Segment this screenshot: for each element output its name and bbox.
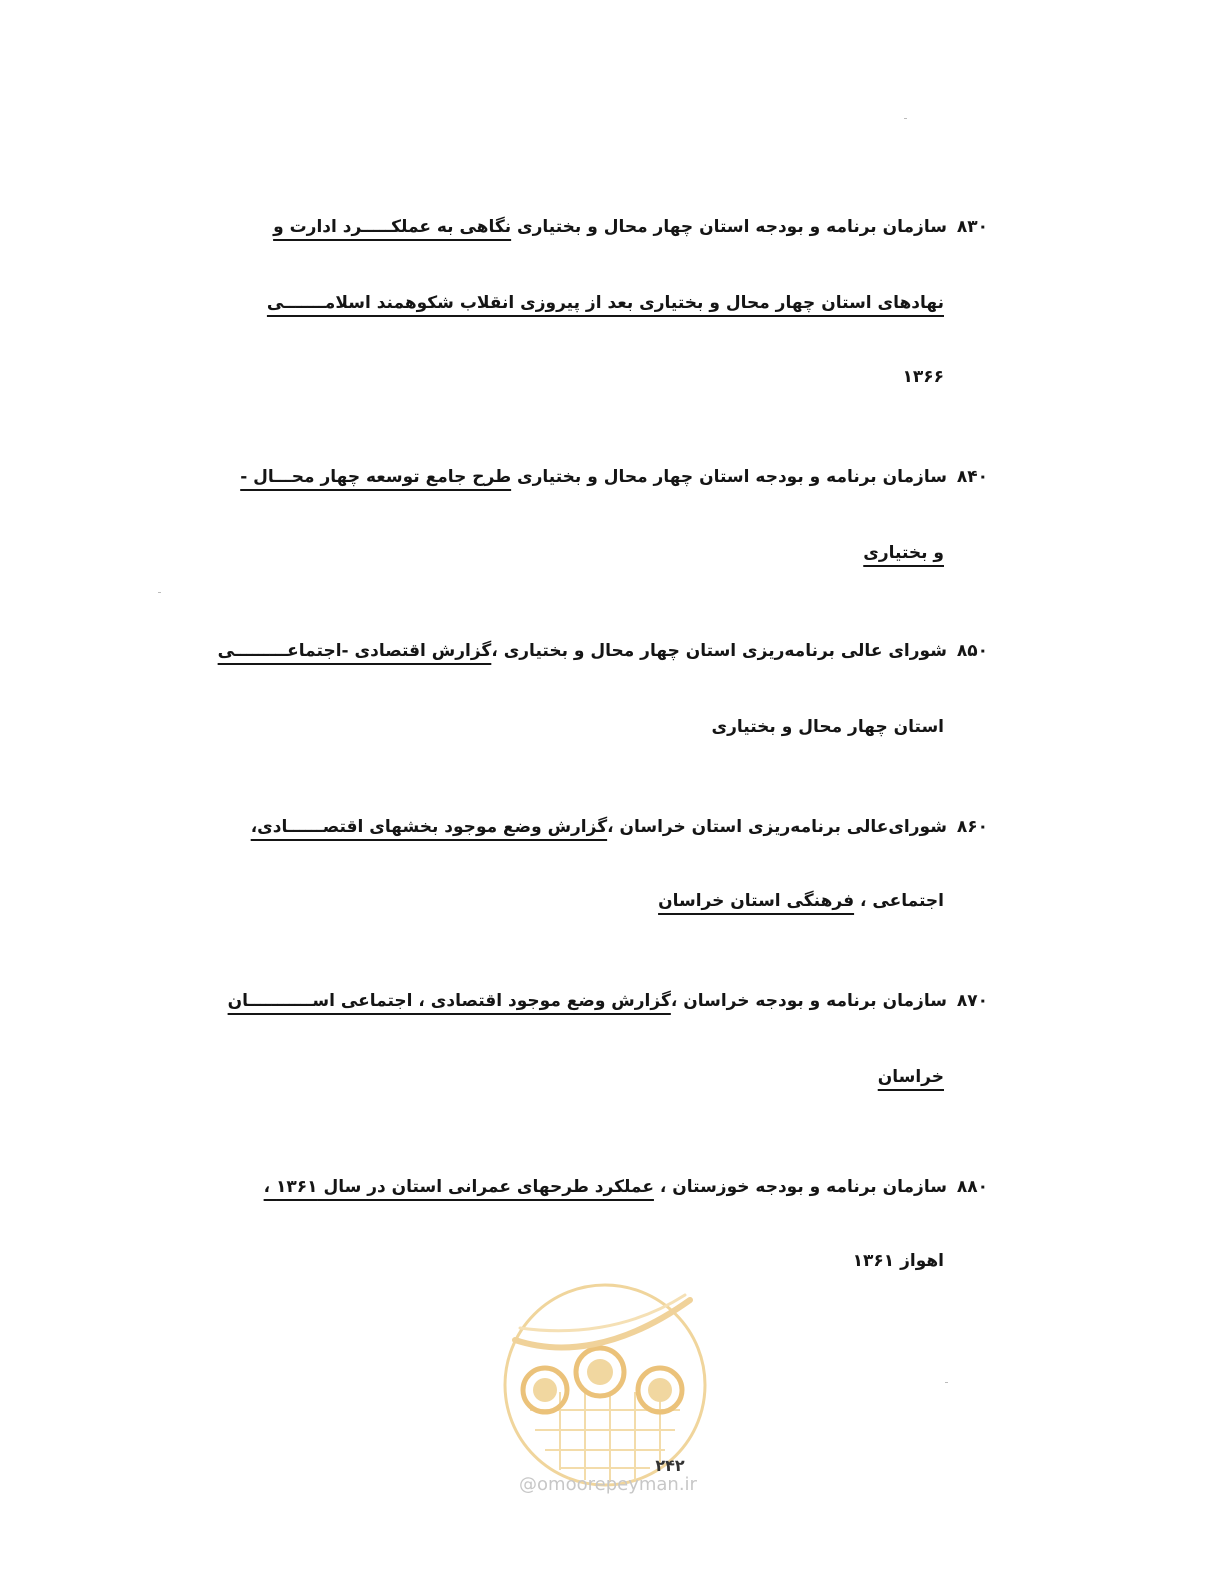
entry-publisher: ۰ سازمان برنامه و بودجه استان چهار محال و بختیاری (511, 467, 988, 487)
entry-title: طرح جامع توسعه چهار محـــال - (240, 467, 512, 487)
entry-number: ۸۴ (956, 467, 978, 487)
entry-publisher: ۰ شورای عالی برنامه‌ریزی استان چهار محال و بختیاری ، (491, 641, 988, 661)
page-number: ۲۴۲ (655, 1456, 685, 1475)
entry-86-line-2 (658, 888, 944, 914)
entry-publisher: ۰ سازمان برنامه و بودجه خوزستان ، (653, 1177, 988, 1197)
entry-number: ۸۶ (956, 817, 978, 837)
entry-83-year (902, 364, 944, 390)
entry-number: ۸۸ (956, 1177, 978, 1197)
entry-88-line-2 (853, 1248, 944, 1274)
scan-speck (945, 1382, 948, 1383)
entry-87-line-1 (228, 988, 988, 1014)
entry-title: عملکرد طرحهای عمرانی استان در سال ۱۳۶۱ ، (263, 1177, 654, 1197)
scan-speck (158, 592, 161, 593)
entry-83-line-2 (267, 290, 944, 316)
entry-number: ۸۵ (956, 641, 978, 661)
entry-number: ۸۳ (956, 217, 978, 237)
entry-85-line-1 (218, 638, 988, 664)
entry-publisher: ۰ سازمان برنامه و بودجه استان چهار محال و بختیاری (511, 217, 988, 237)
entry-title: گزارش وضع موجود اقتصادی ، اجتماعی اســـــــــــان (227, 991, 671, 1011)
entry-title-continued: نهادهای استان چهار محال و بختیاری بعد از پیروزی انقلاب شکوهمند اسلامـــــــی (266, 293, 944, 313)
watermark-url: @omoorepeyman.ir (519, 1474, 697, 1495)
entry-publisher: ۰ شورای‌عالی برنامه‌ریزی استان خراسان ، (607, 817, 988, 837)
entry-publisher: ۰ سازمان برنامه و بودجه خراسان ، (670, 991, 988, 1011)
entry-title: گزارش وضع موجود بخشهای اقتصــــــادی، (250, 817, 608, 837)
entry-title-continued: خراسان (877, 1067, 944, 1087)
entry-84-line-1 (240, 464, 988, 490)
entry-87-line-2 (878, 1064, 944, 1090)
entry-84-line-2 (863, 540, 944, 566)
entry-83-line-1 (273, 214, 988, 240)
entry-title-continued: و بختیاری (863, 543, 944, 563)
entry-86-line-1 (251, 814, 988, 840)
entry-85-line-2 (712, 714, 944, 740)
scan-speck (904, 118, 907, 119)
entry-88-line-1 (264, 1174, 988, 1200)
entry-title-continued: فرهنگی استان خراسان (658, 891, 855, 911)
entry-title: نگاهی به عملکـــــرد ادارت و (273, 217, 512, 237)
entry-title-prefix: اجتماعی ، (860, 891, 944, 911)
entry-year: ۱۳۶۶ (902, 367, 944, 387)
entry-place-year: اهواز ۱۳۶۱ (852, 1251, 944, 1271)
entry-title: گزارش اقتصادی -اجتماعـــــــــی (217, 641, 492, 661)
entry-number: ۸۷ (956, 991, 978, 1011)
entry-title-continued: استان چهار محال و بختیاری (711, 717, 944, 737)
